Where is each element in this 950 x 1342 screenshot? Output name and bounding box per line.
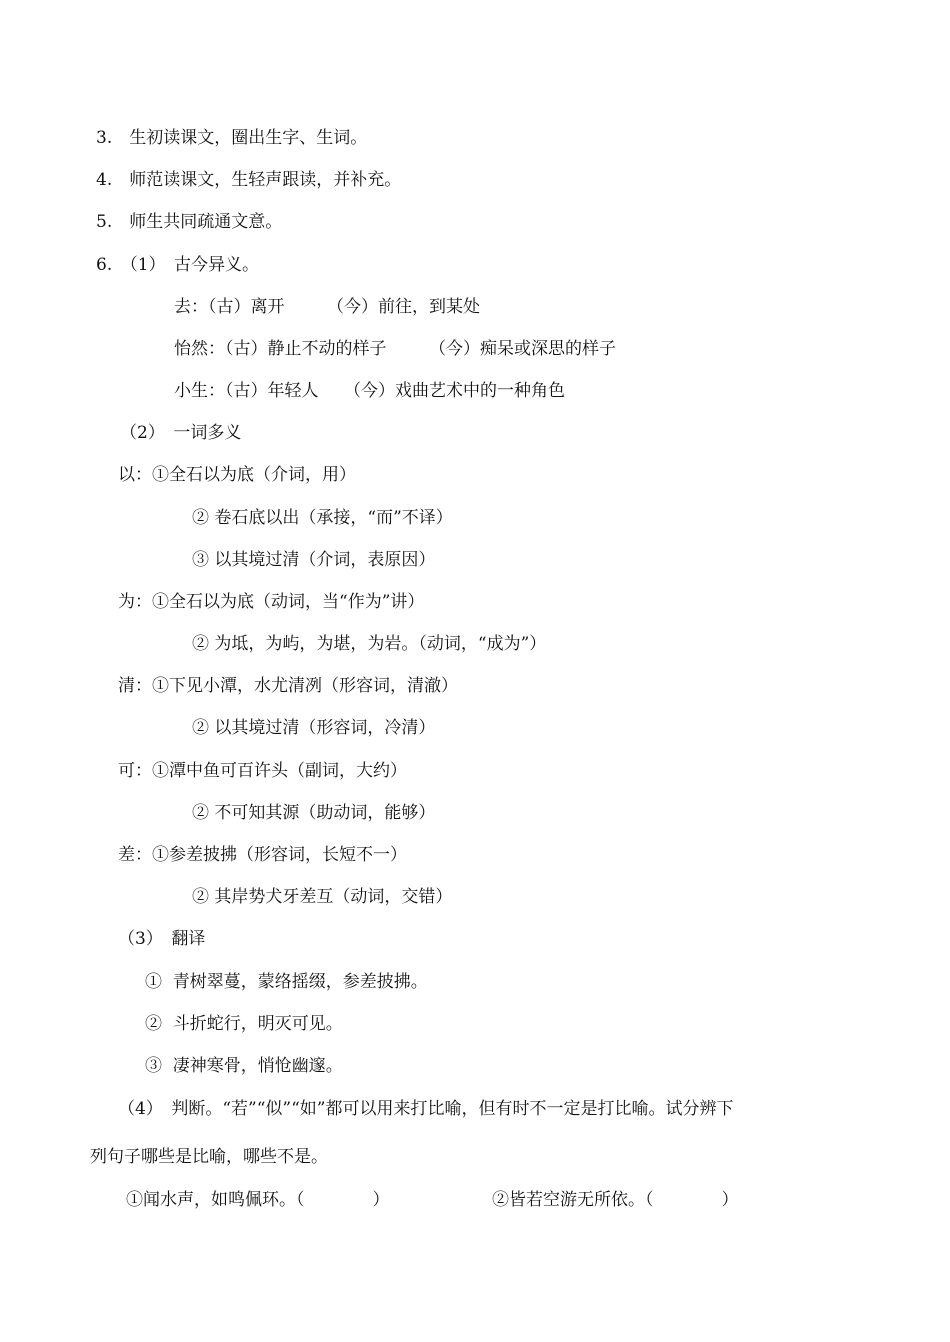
gujin-qu: 去：（古）离开 （今）前往，到某处 bbox=[174, 297, 480, 317]
gujin-xiaosheng: 小生：（古）年轻人 （今）戏曲艺术中的一种角色 bbox=[174, 381, 565, 401]
gujin-yiran: 怡然：（古）静止不动的样子 （今）痴呆或深思的样子 bbox=[174, 339, 616, 359]
yi-item-1: 以：①全石以为底（介词，用） bbox=[118, 465, 356, 485]
fanyi-item-1: ① 青树翠蔓，蒙络摇缀，参差披拂。 bbox=[145, 972, 428, 992]
step-5: 5. 师生共同疏通文意。 bbox=[96, 212, 283, 232]
yi-item-2: ② 卷石底以出（承接，“而”不译） bbox=[192, 508, 453, 528]
cha-item-2: ② 其岸势犬牙差互（动词，交错） bbox=[192, 887, 453, 907]
step-4: 4. 师范读课文，生轻声跟读，并补充。 bbox=[96, 170, 402, 190]
panduan-question-2: ②皆若空游无所依。（ ） bbox=[492, 1190, 739, 1210]
panduan-line-2: 列句子哪些是比喻，哪些不是。 bbox=[90, 1147, 328, 1167]
fanyi-item-3: ③ 凄神寒骨，悄怆幽邃。 bbox=[145, 1056, 343, 1076]
panduan-line-1: （4） 判断。“若”“似”“如”都可以用来打比喻，但有时不一定是打比喻。试分辨下 bbox=[118, 1099, 734, 1119]
panduan-question-1: ①闻水声，如鸣佩环。（ ） bbox=[126, 1190, 390, 1210]
qing-item-1: 清：①下见小潭，水尤清冽（形容词，清澈） bbox=[118, 676, 458, 696]
wei-item-1: 为：①全石以为底（动词，当“作为”讲） bbox=[118, 592, 425, 612]
yi-item-3: ③ 以其境过清（介词，表原因） bbox=[192, 550, 436, 570]
wei-item-2: ② 为坻，为屿，为堪，为岩。（动词，“成为”） bbox=[192, 634, 547, 654]
step-3: 3. 生初读课文，圈出生字、生词。 bbox=[96, 128, 368, 148]
ke-item-1: 可：①潭中鱼可百许头（副词，大约） bbox=[118, 761, 407, 781]
step-6-heading: 6. （1） 古今异义。 bbox=[96, 255, 260, 275]
ke-item-2: ② 不可知其源（助动词，能够） bbox=[192, 803, 436, 823]
fanyi-item-2: ② 斗折蛇行，明灭可见。 bbox=[145, 1014, 343, 1034]
qing-item-2: ② 以其境过清（形容词，冷清） bbox=[192, 718, 436, 738]
yici-heading: （2） 一词多义 bbox=[120, 423, 242, 443]
fanyi-heading: （3） 翻译 bbox=[118, 929, 206, 949]
cha-item-1: 差：①参差披拂（形容词，长短不一） bbox=[118, 845, 407, 865]
